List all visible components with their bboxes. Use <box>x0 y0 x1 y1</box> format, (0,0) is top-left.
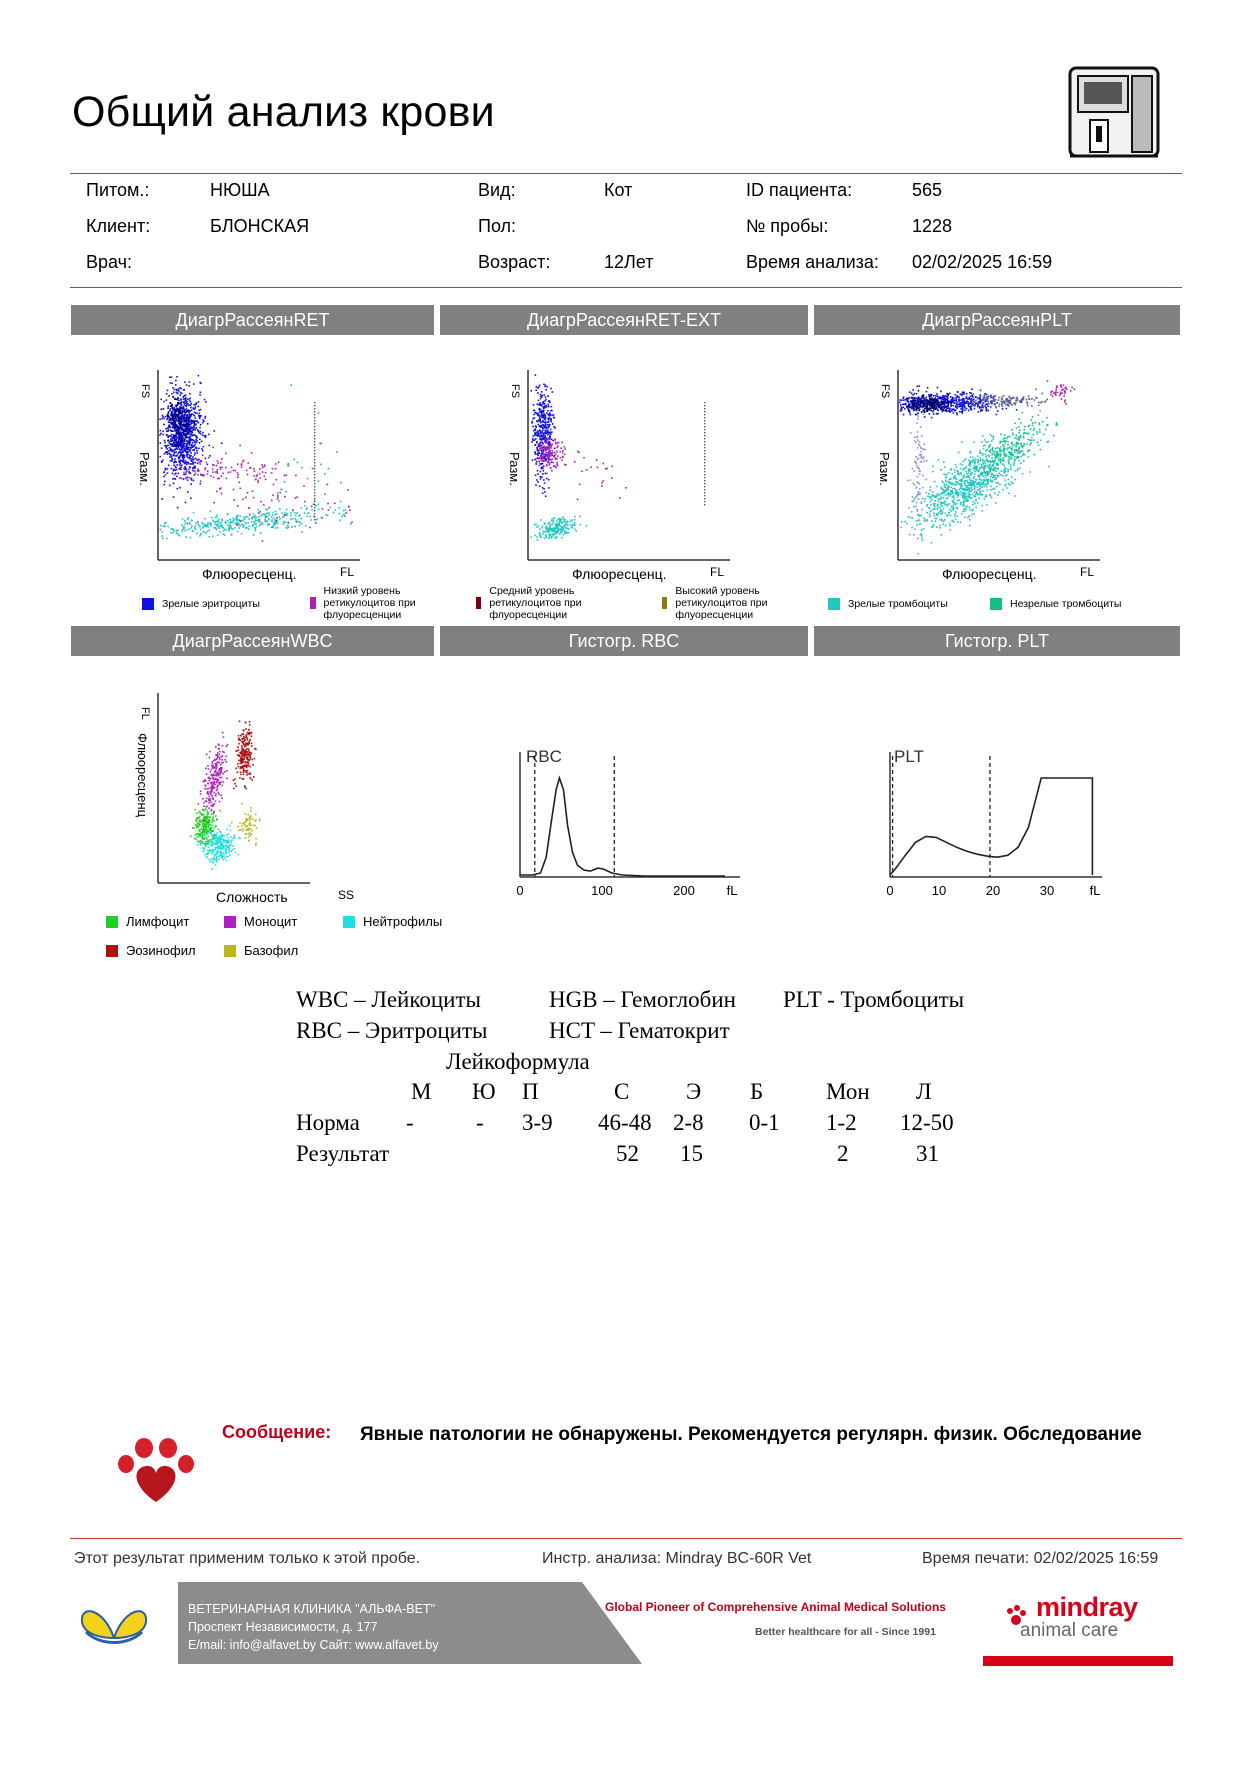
legend-baso: Базофил <box>224 943 298 958</box>
axis-fs-label: FS <box>879 384 891 399</box>
patient-id-value: 565 <box>912 180 943 200</box>
legend-swatch <box>142 598 154 610</box>
legend-swatch <box>224 945 236 957</box>
legend-neut: Нейтрофилы <box>343 914 442 929</box>
brand-name: mindray <box>1036 1592 1138 1622</box>
tick-label: 20 <box>985 883 1001 898</box>
legend-immature-plt: Незрелые тромбоциты <box>990 598 1121 610</box>
axis-size-label: Разм. <box>877 452 892 486</box>
client-value: БЛОНСКАЯ <box>210 216 310 236</box>
analyzer-device-icon <box>1060 62 1170 162</box>
axis-fl-label: FL <box>340 565 355 579</box>
abbr-wbc: WBC – Лейкоциты <box>296 987 481 1012</box>
client-label: Клиент: <box>86 216 151 236</box>
scatter-wbc <box>130 685 370 907</box>
axis-fs-label: FS <box>509 384 521 399</box>
leuko-norm-cell: 46-48 <box>598 1110 652 1135</box>
axis-fl-label: FL <box>139 707 151 720</box>
axis-fluor-label: Флюоресценц. <box>572 566 667 582</box>
leuko-result-cell: 52 <box>616 1141 639 1166</box>
leuko-header-cell: Л <box>916 1079 932 1104</box>
age-label: Возраст: <box>478 252 551 272</box>
legend-swatch <box>343 916 355 928</box>
leuko-header-cell: С <box>614 1079 630 1104</box>
age-value: 12Лет <box>604 252 654 272</box>
axis-size-label: Разм. <box>137 452 152 486</box>
species-value: Кот <box>604 180 633 200</box>
page-title: Общий анализ крови <box>72 88 495 136</box>
panel-header-rbc-hist: Гистогр. RBC <box>440 626 808 656</box>
legend-mature-rbc: Зрелые эритроциты <box>142 598 260 610</box>
leuko-norm-cell: - <box>406 1110 414 1135</box>
panel-header-wbc: ДиагрРассеянWBC <box>71 626 434 656</box>
divider <box>70 287 1182 288</box>
legend-mature-plt: Зрелые тромбоциты <box>828 598 948 610</box>
histogram-plt-curve <box>890 778 1092 875</box>
species-label: Вид: <box>478 180 516 200</box>
leuko-header-cell: П <box>522 1079 539 1104</box>
tick-label: fL <box>726 883 738 898</box>
sample-label: № пробы: <box>746 216 829 236</box>
abbr-hgb: HGB – Гемоглобин <box>549 987 736 1012</box>
leuko-norm-cell: - <box>476 1110 484 1135</box>
legend-mid-ret: Средний уровень ретикулоцитов при флуоресценции <box>476 585 606 621</box>
patient-id-label: ID пациента: <box>746 180 853 200</box>
leuko-norm-label: Норма <box>296 1110 360 1135</box>
scatter-ret-ext <box>500 362 740 582</box>
scatter-plt <box>870 362 1110 582</box>
tick-label: 30 <box>1039 883 1055 898</box>
leuko-norm-cell: 3-9 <box>522 1110 553 1135</box>
histogram-rbc-label: RBC <box>526 747 562 766</box>
axis-fl-label: FL <box>710 565 725 579</box>
footer-print-time: Время печати: 02/02/2025 16:59 <box>922 1550 1159 1567</box>
panel-header-plt: ДиагрРассеянPLT <box>814 305 1180 335</box>
histogram-rbc-curve <box>520 778 725 876</box>
leuko-result-cell: 2 <box>837 1141 849 1166</box>
analysis-time-value: 02/02/2025 16:59 <box>912 252 1053 272</box>
leuko-norm-cell: 0-1 <box>749 1110 780 1135</box>
legend-eos: Эозинофил <box>106 943 196 958</box>
abbr-plt: PLT - Тромбоциты <box>783 987 965 1012</box>
sex-label: Пол: <box>478 216 517 236</box>
tick-label: 0 <box>886 883 894 898</box>
axis-fluor-label: Флюоресценц. <box>202 566 297 582</box>
pet-value: НЮША <box>210 180 270 200</box>
abbr-rbc: RBC – Эритроциты <box>296 1018 488 1043</box>
histogram-rbc <box>510 742 750 902</box>
banner-slogan-sub: Better healthcare for all - Since 1991 <box>755 1626 936 1638</box>
leuko-result-cell: 31 <box>916 1141 939 1166</box>
axis-complexity-label: Сложность <box>216 889 288 905</box>
panel-header-ret: ДиагрРассеянRET <box>71 305 434 335</box>
banner-contact: E/mail: info@alfavet.by Сайт: www.alfavet.by <box>188 1638 439 1652</box>
panel-header-ret-ext: ДиагрРассеянRET-EXT <box>440 305 808 335</box>
histogram-plt <box>880 742 1120 902</box>
histogram-plt-label: PLT <box>894 747 924 766</box>
axis-fs-label: FS <box>139 384 151 399</box>
footer-instrument: Инстр. анализа: Mindray BC-60R Vet <box>542 1550 812 1567</box>
paw-heart-icon <box>112 1436 202 1506</box>
legend-low-ret: Низкий уровень ретикулоцитов при флуоресценции <box>310 585 440 621</box>
leuko-norm-cell: 12-50 <box>900 1110 954 1135</box>
banner-clinic: ВЕТЕРИНАРНАЯ КЛИНИКА "АЛЬФА-ВЕТ" <box>188 1602 436 1616</box>
legend-swatch <box>106 945 118 957</box>
abbr-hct: HCT – Гематокрит <box>549 1018 730 1043</box>
scatter-ret <box>130 362 370 582</box>
sample-value: 1228 <box>912 216 953 236</box>
axis-fl-label: FL <box>1080 565 1095 579</box>
divider <box>70 173 1182 174</box>
legend-swatch <box>990 598 1002 610</box>
legend-swatch <box>476 597 481 609</box>
tick-label: 100 <box>591 883 613 898</box>
leuko-header-cell: Б <box>750 1079 764 1104</box>
panel-header-plt-hist: Гистогр. PLT <box>814 626 1180 656</box>
brand-sub: animal care <box>1020 1620 1119 1641</box>
tick-label: 0 <box>516 883 524 898</box>
legend-high-ret: Высокий уровень ретикулоцитов при флуоресценции <box>662 585 792 621</box>
leukoformula-title: Лейкоформула <box>446 1049 590 1074</box>
analysis-time-label: Время анализа: <box>746 252 879 272</box>
leuko-header-cell: Ю <box>472 1079 496 1104</box>
leuko-result-cell: 15 <box>680 1141 703 1166</box>
legend-mono: Моноцит <box>224 914 297 929</box>
tick-label: 10 <box>931 883 947 898</box>
banner-slogan: Global Pioneer of Comprehensive Animal Medical Solutions <box>605 1600 946 1614</box>
divider <box>70 1538 1182 1539</box>
tick-label: 200 <box>673 883 695 898</box>
pet-label: Питом.: <box>86 180 150 200</box>
banner-address: Проспект Независимости, д. 177 <box>188 1620 378 1634</box>
legend-swatch <box>106 916 118 928</box>
tick-label: fL <box>1089 883 1101 898</box>
axis-size-label: Разм. <box>507 452 522 486</box>
footer-note: Этот результат применим только к этой пробе. <box>74 1550 421 1567</box>
message-label: Сообщение: <box>222 1422 332 1442</box>
leuko-norm-cell: 2-8 <box>673 1110 704 1135</box>
legend-swatch <box>310 597 316 609</box>
legend-swatch <box>828 598 840 610</box>
leuko-header-cell: Мон <box>826 1079 870 1104</box>
leuko-result-label: Результат <box>296 1141 390 1166</box>
axis-fluor-label: Флюоресценц <box>135 733 150 818</box>
clinic-butterfly-logo <box>76 1598 152 1648</box>
leuko-header-cell: Э <box>686 1079 702 1104</box>
footer-red-bar <box>983 1656 1173 1666</box>
legend-swatch <box>662 597 667 609</box>
leuko-norm-cell: 1-2 <box>826 1110 857 1135</box>
axis-fluor-label: Флюоресценц. <box>942 566 1037 582</box>
legend-lymph: Лимфоцит <box>106 914 189 929</box>
message-text: Явные патологии не обнаружены. Рекомендуется регулярн. физик. Обследование <box>360 1424 1142 1445</box>
axis-ss-label: SS <box>338 888 355 902</box>
doctor-label: Врач: <box>86 252 133 272</box>
legend-swatch <box>224 916 236 928</box>
